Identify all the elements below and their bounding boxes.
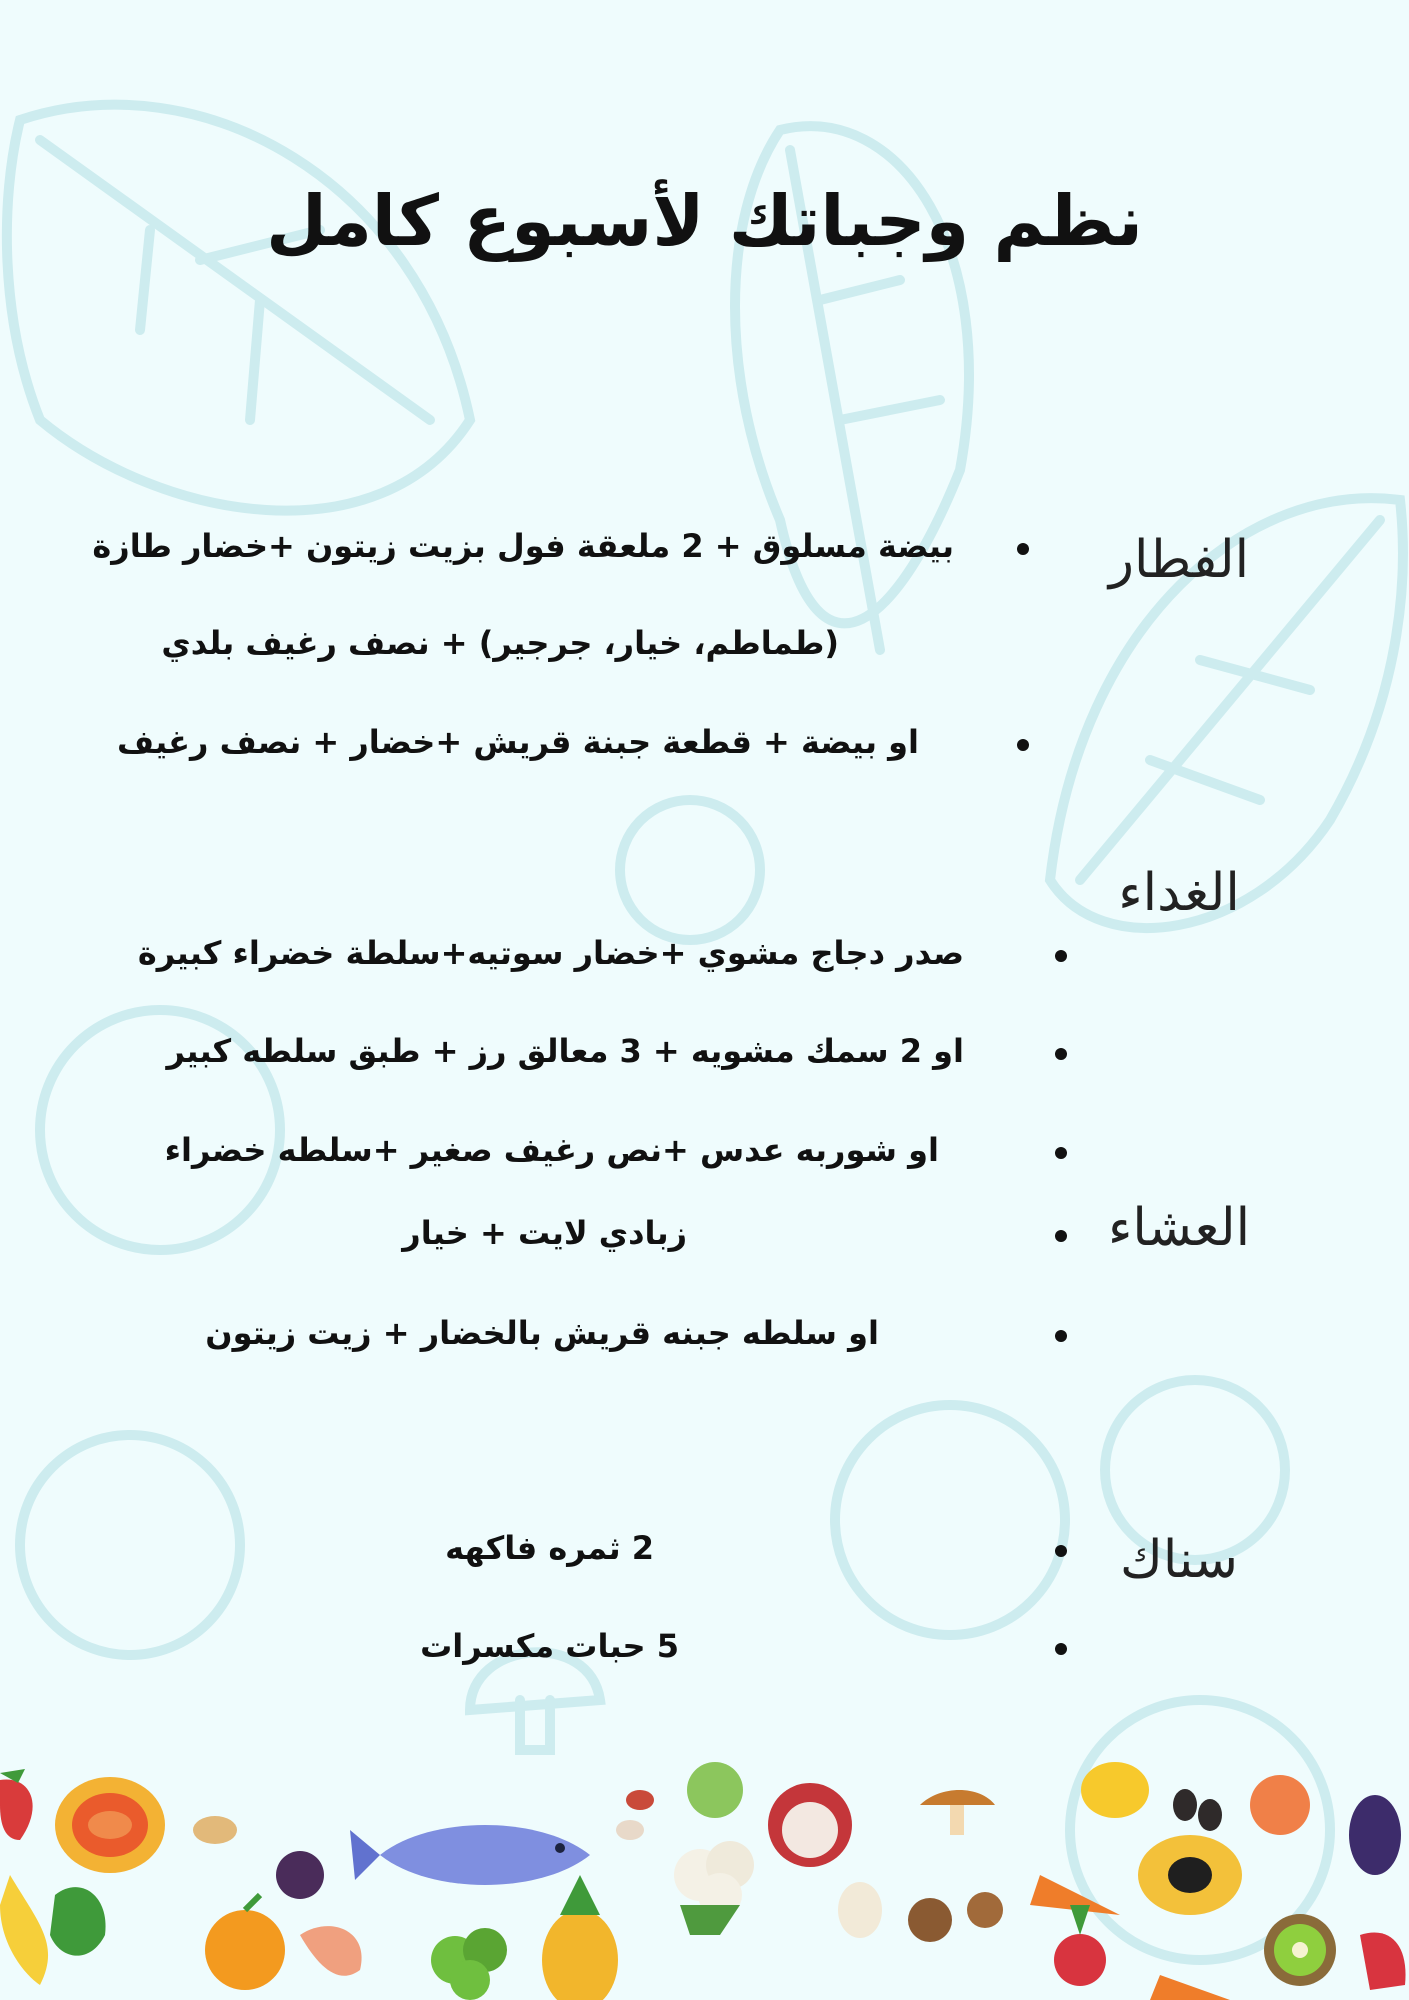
nut-icon [908, 1892, 1003, 1942]
lunch-item-3: او شوربه عدس +نص رغيف صغير +سلطه خضراء [164, 1131, 939, 1169]
lunch-item-2: او 2 سمك مشويه + 3 معالق رز + طبق سلطه كبير [166, 1032, 964, 1070]
bullet [1017, 739, 1029, 751]
meal-label-dinner: العشاء [1107, 1198, 1251, 1258]
cabbage-icon [687, 1762, 743, 1818]
kiwi-icon [1264, 1914, 1336, 1986]
meal-label-breakfast: الفطار [1108, 530, 1250, 590]
shrimp-icon [300, 1926, 362, 1976]
breakfast-item-1-line-1: بيضة مسلوق + 2 ملعقة فول بزيت زيتون +خضار طازة [92, 527, 954, 565]
eggplant-icon [1349, 1795, 1401, 1875]
meal-label-snack: سناك [1120, 1530, 1238, 1590]
breakfast-item-2: او بيضة + قطعة جبنة قريش +خضار + نصف رغيف [116, 723, 919, 761]
breakfast-item-1-line-2: (طماطم، خيار، جرجير) + نصف رغيف بلدي [161, 624, 839, 662]
carrot-icon [1150, 1975, 1230, 2000]
mushroom-icon [470, 1652, 600, 1750]
dinner-item-2: او سلطه جبنه قريش بالخضار + زيت زيتون [205, 1314, 879, 1352]
page-title: نظم وجباتك لأسبوع كامل [266, 180, 1143, 262]
cucumber-slice-icon [835, 1405, 1065, 1635]
cucumber-slice-icon [20, 1435, 240, 1655]
snack-item-2: 5 حبات مكسرات [420, 1627, 679, 1665]
radish-icon [1054, 1905, 1106, 1986]
bullet [1055, 1330, 1067, 1342]
bullet [1055, 1545, 1067, 1557]
strawberry-icon [0, 1769, 33, 1840]
banana-icon [0, 1875, 48, 1985]
bean-icon [616, 1790, 654, 1840]
peach-icon [1250, 1775, 1310, 1835]
dinner-item-1: زبادي لايت + خيار [402, 1214, 687, 1252]
snack-item-1: 2 ثمره فاكهه [445, 1529, 654, 1567]
bullet [1055, 1147, 1067, 1159]
bullet [1017, 543, 1029, 555]
bullet [1055, 1048, 1067, 1060]
bullet [1055, 1230, 1067, 1242]
mushroom-icon [920, 1790, 995, 1835]
bullet [1055, 950, 1067, 962]
papaya-half-icon [1138, 1835, 1242, 1915]
cauliflower-icon [674, 1841, 754, 1935]
olive-icon [1173, 1789, 1222, 1831]
meal-label-lunch: الغداء [1118, 863, 1240, 923]
plum-icon [276, 1851, 324, 1899]
papaya-icon [55, 1777, 165, 1873]
food-illustration-border [0, 1745, 1409, 2000]
peanut-icon [193, 1816, 237, 1844]
pineapple-icon [542, 1875, 618, 2000]
lemon-icon [1081, 1762, 1149, 1818]
broccoli-icon [431, 1928, 507, 2000]
egg-icon [838, 1882, 882, 1938]
lunch-item-1: صدر دجاج مشوي +خضار سوتيه+سلطة خضراء كبيرة [137, 934, 964, 972]
leafy-green-icon [50, 1887, 106, 1956]
fish-icon [350, 1825, 590, 1885]
orange-icon [205, 1895, 285, 1990]
red-chili-icon [1360, 1932, 1406, 1990]
cucumber-slice-icon [620, 800, 760, 940]
bullet [1055, 1643, 1067, 1655]
pomegranate-icon [768, 1783, 852, 1867]
